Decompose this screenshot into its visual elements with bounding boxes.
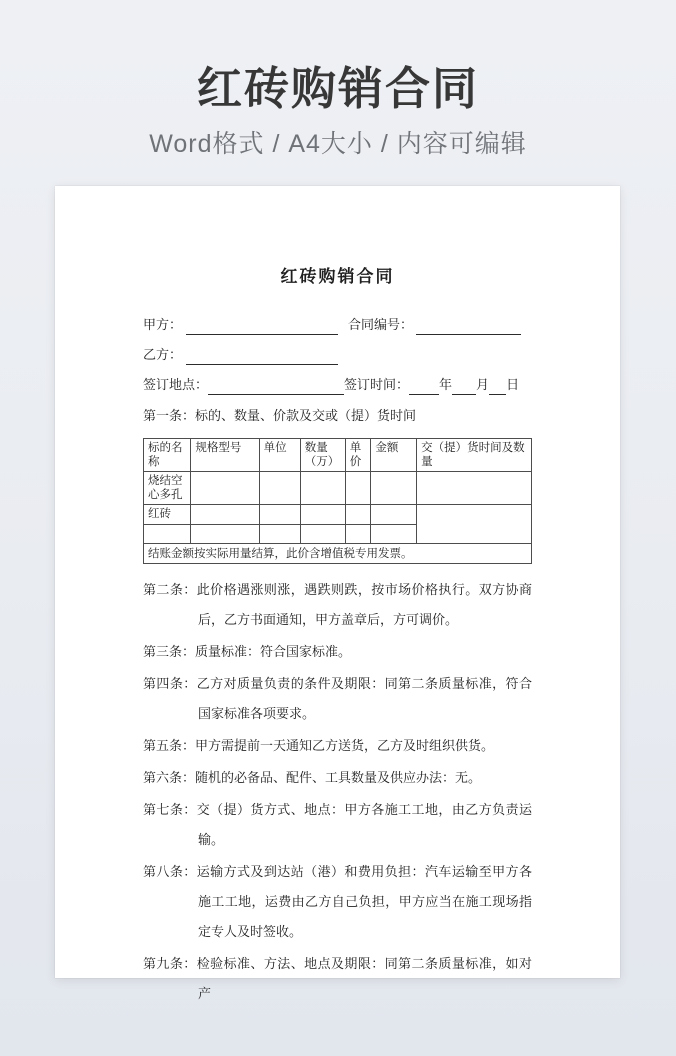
goods-table <box>143 438 532 564</box>
contract-no-label: 合同编号： <box>348 317 414 332</box>
day-blank <box>489 380 506 395</box>
clause-9-label: 第九条： <box>143 956 197 971</box>
party-b-line <box>143 341 532 371</box>
party-a-line <box>143 311 532 341</box>
empty-cell <box>300 525 345 544</box>
clause-5-label: 第五条： <box>143 738 196 753</box>
clause-4 <box>143 669 532 729</box>
empty-cell <box>259 505 300 525</box>
empty-cell <box>191 472 259 505</box>
clause-3-text: 质量标准：符合国家标准。 <box>195 644 352 659</box>
clause-8-text: 运输方式及到达站（港）和费用负担：汽车运输至甲方各施工工地，运费由乙方自己负担，甲方应当在施工现场指定专人及时签收。 <box>196 864 532 939</box>
empty-cell <box>371 505 417 525</box>
col-spec: 规格型号 <box>191 439 259 472</box>
settlement-note: 结账金额按实际用量结算，此价含增值税专用发票。 <box>144 544 532 564</box>
clause-5 <box>143 731 532 761</box>
clause-8 <box>143 857 532 947</box>
clause-1 <box>143 401 532 431</box>
banner-title: 红砖购销合同 <box>196 63 479 114</box>
year-blank <box>409 380 439 395</box>
merged-delivery-cell <box>417 505 532 544</box>
party-a-blank <box>186 320 338 335</box>
row2-subject: 红砖 <box>144 505 191 525</box>
signing-line <box>143 371 532 401</box>
empty-cell <box>417 472 532 505</box>
empty-cell <box>144 525 191 544</box>
empty-cell <box>191 505 259 525</box>
clause-2-label: 第二条： <box>143 582 197 597</box>
clause-7-text: 交（提）货方式、地点：甲方各施工工地，由乙方负责运输。 <box>196 802 532 847</box>
banner <box>0 0 676 160</box>
clause-4-text: 乙方对质量负责的条件及期限：同第二条质量标准，符合国家标准各项要求。 <box>196 676 532 721</box>
col-delivery: 交（提）货时间及数量 <box>417 439 532 472</box>
clause-6-label: 第六条： <box>143 770 196 785</box>
empty-cell <box>345 505 371 525</box>
col-quantity: 数量（万） <box>300 439 345 472</box>
document-title: 红砖购销合同 <box>280 267 395 286</box>
clause-7 <box>143 795 532 855</box>
day-label: 日 <box>506 377 520 392</box>
clause-8-label: 第八条： <box>143 864 197 879</box>
sign-place-label: 签订地点： <box>143 377 209 392</box>
clause-3-label: 第三条： <box>143 644 196 659</box>
empty-cell <box>371 472 417 505</box>
sign-time-label: 签订时间： <box>344 377 410 392</box>
party-b-label: 乙方： <box>143 347 183 362</box>
table-header-row <box>144 439 532 472</box>
document-page <box>55 186 620 1001</box>
col-subject: 标的名称 <box>144 439 191 472</box>
clause-5-text: 甲方需提前一天通知乙方送货，乙方及时组织供货。 <box>195 738 495 753</box>
empty-cell <box>371 525 417 544</box>
row1-subject: 烧结空心多孔 <box>144 472 191 505</box>
empty-cell <box>191 525 259 544</box>
table-row-sintered <box>144 472 532 505</box>
table-note-row <box>144 544 532 564</box>
table-row-red-brick <box>144 505 532 525</box>
clause-2 <box>143 575 532 635</box>
banner-subtitle: Word格式 / A4大小 / 内容可编辑 <box>149 129 527 158</box>
empty-cell <box>300 472 345 505</box>
clause-6 <box>143 763 532 793</box>
empty-cell <box>259 525 300 544</box>
clause-3 <box>143 637 532 667</box>
month-label: 月 <box>476 377 490 392</box>
clause-2-text: 此价格遇涨则涨，遇跌则跌，按市场价格执行。双方协商后，乙方书面通知，甲方盖章后，方可调价。 <box>196 582 532 627</box>
empty-cell <box>259 472 300 505</box>
empty-cell <box>345 525 371 544</box>
clause-7-label: 第七条： <box>143 802 197 817</box>
sign-place-blank <box>208 380 344 395</box>
col-unit-price: 单价 <box>345 439 371 472</box>
empty-cell <box>345 472 371 505</box>
clause-9 <box>143 949 532 1009</box>
party-b-blank <box>186 350 338 365</box>
year-label: 年 <box>439 377 453 392</box>
col-amount: 金额 <box>371 439 417 472</box>
clause-6-text: 随机的必备品、配件、工具数量及供应办法：无。 <box>195 770 482 785</box>
contract-no-blank <box>416 320 521 335</box>
clause-1-label: 第一条： <box>143 408 196 423</box>
month-blank <box>452 380 476 395</box>
clause-1-text: 标的、数量、价款及交或（提）货时间 <box>195 408 417 423</box>
clause-9-text: 检验标准、方法、地点及期限：同第二条质量标准，如对产 <box>196 956 532 1001</box>
empty-cell <box>300 505 345 525</box>
col-unit: 单位 <box>259 439 300 472</box>
party-a-label: 甲方： <box>143 317 183 332</box>
clause-4-label: 第四条： <box>143 676 197 691</box>
